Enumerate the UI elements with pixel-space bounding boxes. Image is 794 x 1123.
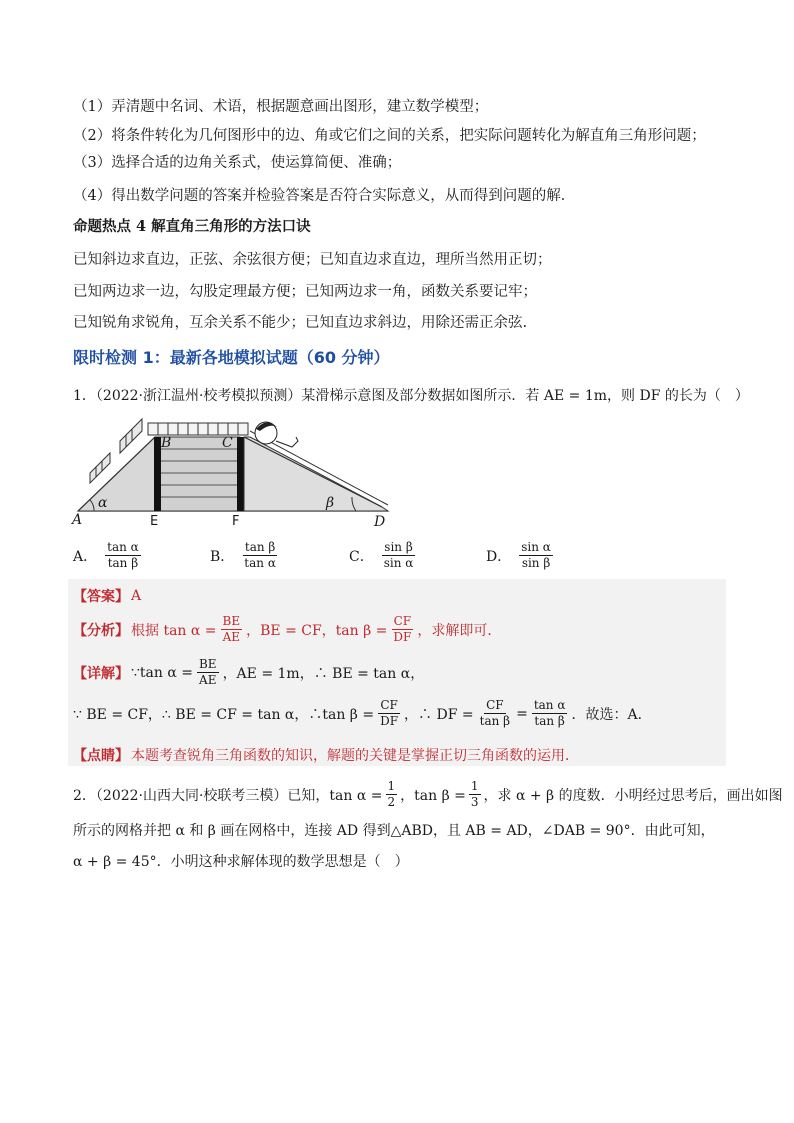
detail-1-post: ，AE = 1m，∴ BE = tan α，: [222, 665, 425, 682]
detail-2-frac: [378, 698, 400, 729]
choice-b-num: tan β: [244, 540, 276, 554]
comment-text: 本题考查锐角三角函数的知识，解题的关键是掌握正切三角函数的运用．: [131, 748, 579, 764]
detail-2-frac-3: [532, 698, 568, 729]
label-f: F: [232, 514, 240, 529]
detail-row-2: [73, 698, 652, 729]
label-b: B: [161, 435, 172, 451]
rhyme-3: 已知锐角求锐角，互余关系不能少；已知直边求斜边，用除还需正余弦.: [73, 315, 528, 331]
step-2: （2）将条件转化为几何图形中的边、角或它们之间的关系，把实际问题转化为解直角三角形问题；: [73, 128, 706, 144]
choice-d-fraction: [519, 540, 553, 571]
detail-1-frac-num: BE: [198, 657, 217, 671]
analysis-post: ，求解即可．: [417, 622, 502, 639]
detail-2-frac-num: CF: [380, 698, 398, 712]
detail-2-frac-2: [478, 698, 512, 729]
choice-b-den: tan α: [244, 556, 276, 570]
label-c: C: [222, 435, 233, 451]
answer-tag: 【答案】: [73, 589, 129, 605]
comment-row: [73, 745, 579, 765]
label-e: E: [150, 514, 159, 529]
choice-b-fraction: [242, 540, 278, 571]
slide-diagram: [70, 415, 400, 533]
choice-b[interactable]: [210, 540, 278, 571]
step-1: （1）弄清题中名词、术语，根据题意画出图形，建立数学模型；: [73, 99, 489, 115]
rhyme-2: 已知两边求一边，勾股定理最方便；已知两边求一角，函数关系要记牢；: [73, 284, 537, 300]
q2-line1-mid: ，tan β =: [400, 787, 466, 804]
detail-2-frac-2-den: tan β: [479, 714, 511, 728]
label-d: D: [374, 514, 386, 530]
detail-2-pre: ∵ BE = CF，∴ BE = CF = tan α，∴tan β =: [73, 706, 375, 723]
choice-a[interactable]: [73, 540, 141, 571]
detail-2-eq: =: [516, 705, 528, 722]
choice-d[interactable]: [486, 540, 553, 571]
choice-c-num: sin β: [384, 540, 413, 554]
detail-1-frac-den: AE: [199, 673, 217, 687]
q2-frac-1-den: 2: [387, 795, 396, 809]
answer-value: A: [131, 588, 142, 604]
q2-frac-2-num: 1: [470, 779, 479, 793]
hot-point-heading: 命题热点 4 解直角三角形的方法口诀: [73, 218, 311, 235]
analysis-frac-1-den: AE: [222, 630, 241, 644]
label-alpha: α: [98, 495, 108, 511]
analysis-pre: 根据 tan α =: [131, 622, 217, 639]
q2-frac-1: [386, 779, 398, 810]
analysis-frac-2-den: DF: [393, 630, 412, 644]
detail-row-1: [73, 657, 424, 688]
q2-frac-2-den: 3: [470, 795, 479, 809]
choice-d-den: sin β: [521, 556, 551, 570]
label-a: A: [72, 512, 83, 528]
detail-2-frac-3-num: tan α: [533, 698, 566, 712]
question-1-choices: [73, 540, 733, 580]
section-title: 限时检测 1：最新各地模拟试题（60 分钟）: [73, 348, 390, 367]
choice-d-num: sin α: [521, 540, 551, 554]
question-2-line-3: α + β = 45°．小明这种求解体现的数学思想是（ ）: [73, 854, 409, 870]
rhyme-1: 已知斜边求直边，正弦、余弦很方便；已知直边求直边，理所当然用正切；: [73, 252, 552, 268]
answer-row: [73, 586, 141, 606]
choice-c-fraction: [382, 540, 416, 571]
choice-a-den: tan β: [107, 556, 139, 570]
detail-tag: 【详解】: [73, 665, 129, 682]
detail-2-frac-3-den: tan β: [534, 714, 565, 728]
step-3: （3）选择合适的边角关系式，使运算简便、准确；: [73, 155, 402, 171]
analysis-mid: ，BE = CF，tan β =: [246, 622, 388, 639]
step-4: （4）得出数学问题的答案并检验答案是否符合实际意义，从而得到问题的解．: [73, 188, 576, 204]
q2-frac-2: [469, 779, 481, 810]
comment-tag: 【点睛】: [73, 748, 129, 764]
choice-c-den: sin α: [383, 556, 414, 570]
choice-a-label: A．: [73, 548, 98, 565]
q2-frac-1-num: 1: [387, 779, 396, 793]
analysis-frac-1-num: BE: [222, 614, 241, 628]
choice-a-fraction: [105, 540, 141, 571]
choice-d-label: D．: [486, 548, 512, 565]
detail-1-frac: [197, 657, 219, 688]
detail-1-pre: ∵tan α =: [131, 664, 193, 681]
question-2-line-1: [73, 779, 783, 810]
label-beta: β: [326, 495, 335, 511]
analysis-frac-2: [391, 614, 413, 645]
q2-line1-post: ，求 α + β 的度数．小明经过思考后，画出如图: [483, 787, 783, 804]
choice-b-label: B．: [210, 548, 235, 565]
detail-2-mid: ，∴ DF =: [404, 706, 474, 723]
analysis-frac-1: [221, 614, 243, 645]
analysis-frac-2-num: CF: [393, 614, 412, 628]
question-1-text: 1．（2022·浙江温州·校考模拟预测）某滑梯示意图及部分数据如图所示．若 AE = 1m，则 DF 的长为（ ）: [73, 388, 749, 404]
detail-2-frac-den: DF: [380, 714, 399, 728]
q2-line1-pre: 2．（2022·山西大同·校联考三模）已知，tan α =: [73, 787, 383, 804]
analysis-tag: 【分析】: [73, 622, 129, 639]
detail-2-post: ．故选：A．: [571, 706, 652, 723]
choice-c[interactable]: [349, 540, 415, 571]
analysis-row: [73, 614, 501, 645]
choice-a-num: tan α: [107, 540, 139, 554]
choice-c-label: C．: [349, 548, 374, 565]
question-2-line-2: 所示的网格并把 α 和 β 画在网格中，连接 AD 得到△ABD，且 AB = AD，∠DAB = 90°．由此可知，: [73, 823, 715, 839]
detail-2-frac-2-num: CF: [486, 698, 504, 712]
